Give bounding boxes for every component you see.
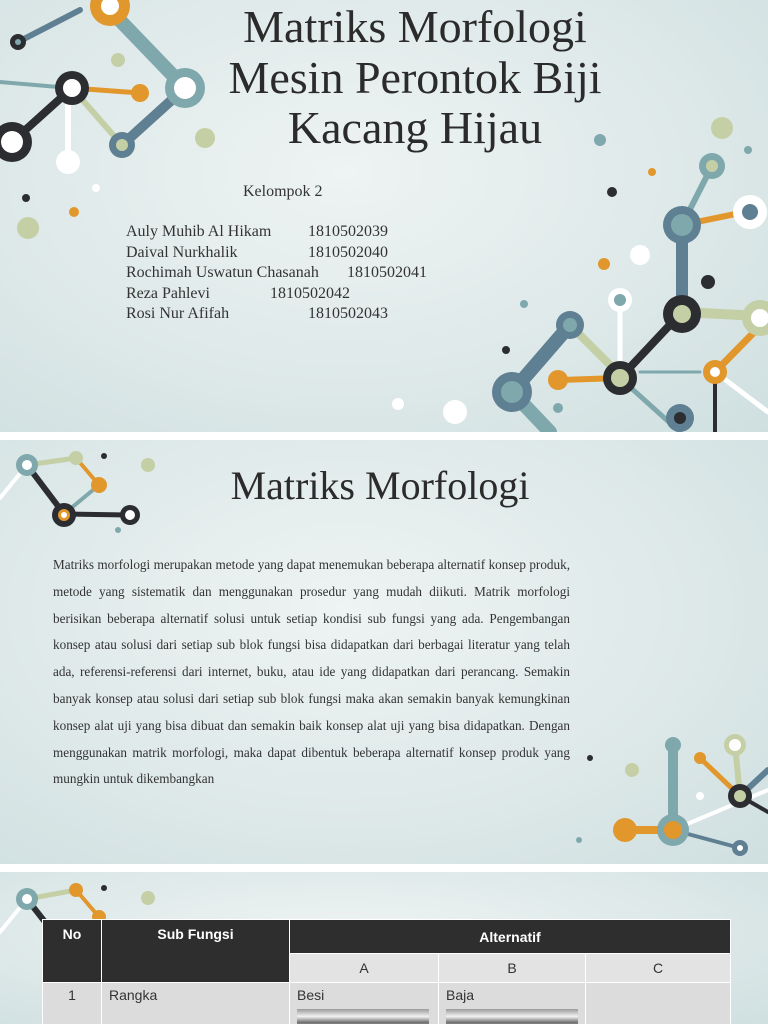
steel-pipe-image — [446, 1009, 578, 1024]
cell-no: 1 — [43, 983, 102, 1024]
cell-alt-a — [290, 983, 439, 1024]
member-nim: 1810502042 — [270, 285, 350, 302]
member-nim: 1810502040 — [308, 244, 388, 261]
cell-sub-fungsi: Rangka — [102, 983, 290, 1024]
header-alternatif: Alternatif — [290, 920, 731, 954]
matrix-slide — [0, 872, 768, 1024]
morphology-table — [42, 919, 731, 1024]
header-sub-fungsi: Sub Fungsi — [102, 920, 290, 983]
member-nim: 1810502039 — [308, 223, 388, 240]
iron-pipe-image — [297, 1009, 429, 1024]
title-slide — [0, 0, 768, 432]
header-alt-a: A — [290, 954, 439, 983]
cell-alt-c — [586, 983, 731, 1024]
header-alt-c: C — [586, 954, 731, 983]
definition-paragraph: Matriks morfologi merupakan metode yang dapat menemukan beberapa alternatif konsep produk, metode yang sistematik dan menggunakan prosedur yang mudah diikuti. Matrik morfologi berisikan beberapa alternatif solusi untuk setiap kondisi sub fungsi yang ada. Pengembangan konsep atau solusi dari setiap sub blok fungsi bisa didapatkan dari berbagai literatur yang telah ada, referensi-referensi dari internet, buku, atau ide yang didapatkan dari perancang. Semakin banyak konsep atau solusi dari setiap sub blok fungsi maka akan semakin banyak kemungkinan konsep alat uji yang bisa dibuat dan semakin baik konsep alat uji yang bisa didapatkan. Dengan menggunakan matrik morfologi, maka dapat dibentuk beberapa alternatif konsep produk yang mungkin untuk dikembangkan — [53, 557, 570, 787]
member-nim: 1810502041 — [347, 264, 427, 281]
alt-a-label: Besi — [297, 987, 325, 1003]
member-nim: 1810502043 — [308, 305, 388, 322]
header-alt-b: B — [439, 954, 586, 983]
member-name: Rochimah Uswatun Chasanah — [126, 264, 319, 281]
header-no: No — [43, 920, 102, 983]
member-name: Rosi Nur Afifah — [126, 305, 230, 322]
slide-title: Matriks Morfologi Mesin Perontok Biji Kacang Hijau — [228, 1, 602, 154]
cell-alt-b — [439, 983, 586, 1024]
definition-slide — [0, 440, 768, 864]
member-name: Auly Muhib Al Hikam — [126, 223, 272, 240]
section-title: Matriks Morfologi — [230, 463, 530, 508]
member-name: Reza Pahlevi — [126, 285, 210, 302]
group-label: Kelompok 2 — [243, 183, 323, 200]
alt-b-label: Baja — [446, 987, 475, 1003]
member-name: Daival Nurkhalik — [126, 244, 238, 261]
table-row — [43, 983, 731, 1024]
